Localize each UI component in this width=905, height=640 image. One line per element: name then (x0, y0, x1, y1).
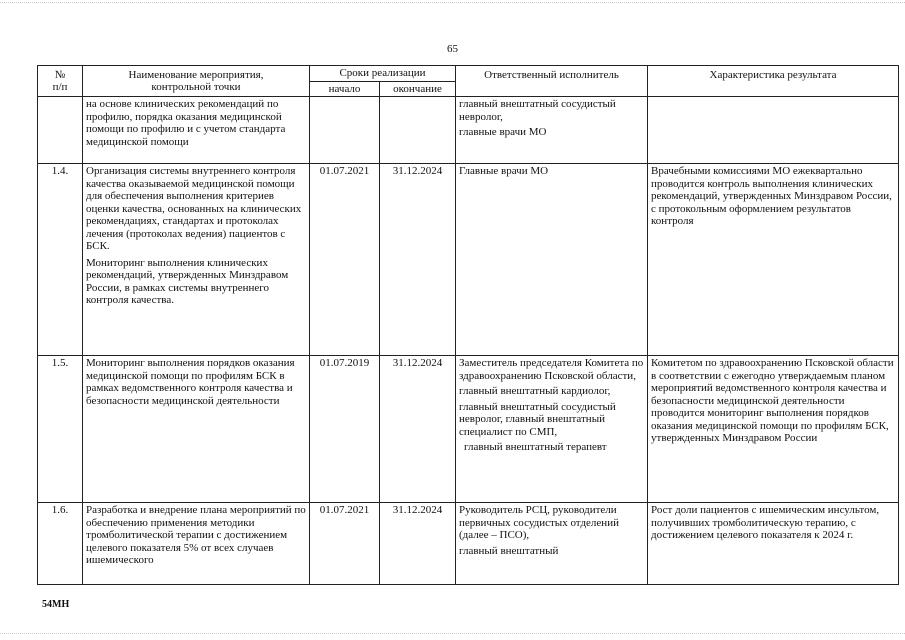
responsible-line: главные врачи МО (459, 126, 547, 138)
table-header (38, 66, 899, 97)
row-end: 31.12.2024 (380, 356, 456, 503)
row-name-paragraph: Мониторинг выполнения клинических рекомендаций, утвержденных Минздравом России, в рамках системы внутреннего контроля качества. (86, 256, 289, 306)
row-name-paragraph: Разработка и внедрение плана мероприятий по обеспечению применения методики тромболитической терапии с достижением целевого показателя 5% от всех случаев ишемического (86, 504, 306, 566)
page-number: 65 (447, 43, 458, 55)
row-name (83, 164, 310, 356)
row-name-paragraph: Организация системы внутреннего контроля качества оказываемой медицинской помощи для обеспечения выполнения критериев оценки качества, основанных на клинических рекомендациях, стандартах и протоколах лечения (протоколах ведения) пациентов с БСК. (86, 165, 302, 252)
row-end: 31.12.2024 (380, 503, 456, 585)
responsible-line: главный внештатный сосудистый невролог, (459, 98, 616, 123)
responsible-line: главный внештатный (459, 544, 559, 557)
row-num: 1.6. (38, 503, 83, 585)
table-body (38, 97, 899, 585)
row-start: 01.07.2021 (310, 503, 380, 585)
row-name (83, 503, 310, 585)
row-end (380, 97, 456, 164)
scan-bottom-edge (0, 633, 905, 634)
row-start (310, 97, 380, 164)
row-result: Врачебными комиссиями МО ежеквартально проводится контроль выполнения клинических рекомендаций, утвержденных Минздравом России, с протокольным оформлением результатов контроля (648, 164, 899, 356)
footer-code: 54МН (42, 599, 70, 610)
row-result (648, 97, 899, 164)
row-start: 01.07.2021 (310, 164, 380, 356)
table-row (38, 356, 899, 503)
row-responsible (456, 97, 648, 164)
row-name (83, 97, 310, 164)
header-responsible: Ответственный исполнитель (456, 66, 648, 97)
responsible-line: Заместитель председателя Комитета по здравоохранению Псковской области, (459, 357, 644, 382)
header-result: Характеристика результата (648, 66, 899, 97)
row-num: 1.4. (38, 164, 83, 356)
header-name: Наименование мероприятия, контрольной точки (83, 66, 310, 97)
responsible-line: главный внештатный кардиолог, (459, 385, 611, 397)
responsible-line: главный внештатный терапевт (464, 441, 607, 453)
row-name-paragraph: на основе клинических рекомендаций по профилю, порядка оказания медицинской помощи по профилю и с учетом стандарта медицинской помощи (86, 98, 286, 148)
responsible-line: Главные врачи МО (459, 165, 549, 177)
header-start: начало (310, 81, 380, 97)
row-result: Рост доли пациентов с ишемическим инсультом, получивших тромболитическую терапию, с достижением целевого показателя к 2024 г. (648, 503, 899, 585)
row-end: 31.12.2024 (380, 164, 456, 356)
table-row (38, 503, 899, 585)
row-responsible (456, 164, 648, 356)
row-responsible (456, 503, 648, 585)
row-name (83, 356, 310, 503)
row-responsible (456, 356, 648, 503)
responsible-line: Руководитель РСЦ, руководители первичных сосудистых отделений (далее – ПСО), (459, 504, 619, 541)
header-end: окончание (380, 81, 456, 97)
header-terms: Сроки реализации (310, 66, 456, 82)
table-row (38, 97, 899, 164)
row-num: 1.5. (38, 356, 83, 503)
row-start: 01.07.2019 (310, 356, 380, 503)
header-num: № п/п (38, 66, 83, 97)
scan-top-edge (0, 2, 905, 3)
responsible-line: главный внештатный сосудистый невролог, главный внештатный специалист по СМП, (459, 400, 616, 438)
row-num (38, 97, 83, 164)
row-name-paragraph: Мониторинг выполнения порядков оказания медицинской помощи по профилям БСК в рамках ведомственного контроля качества и безопасности медицинской деятельности (86, 357, 295, 407)
row-result: Комитетом по здравоохранению Псковской области в соответствии с ежегодно утверждаемым планом мероприятий ведомственного контроля качества и безопасности медицинской деятельности проводится мониторинг выполнения порядков оказания медицинской помощи по профилям БСК, утвержденных Минздравом России (648, 356, 899, 503)
plan-table (37, 65, 899, 585)
table-row (38, 164, 899, 356)
